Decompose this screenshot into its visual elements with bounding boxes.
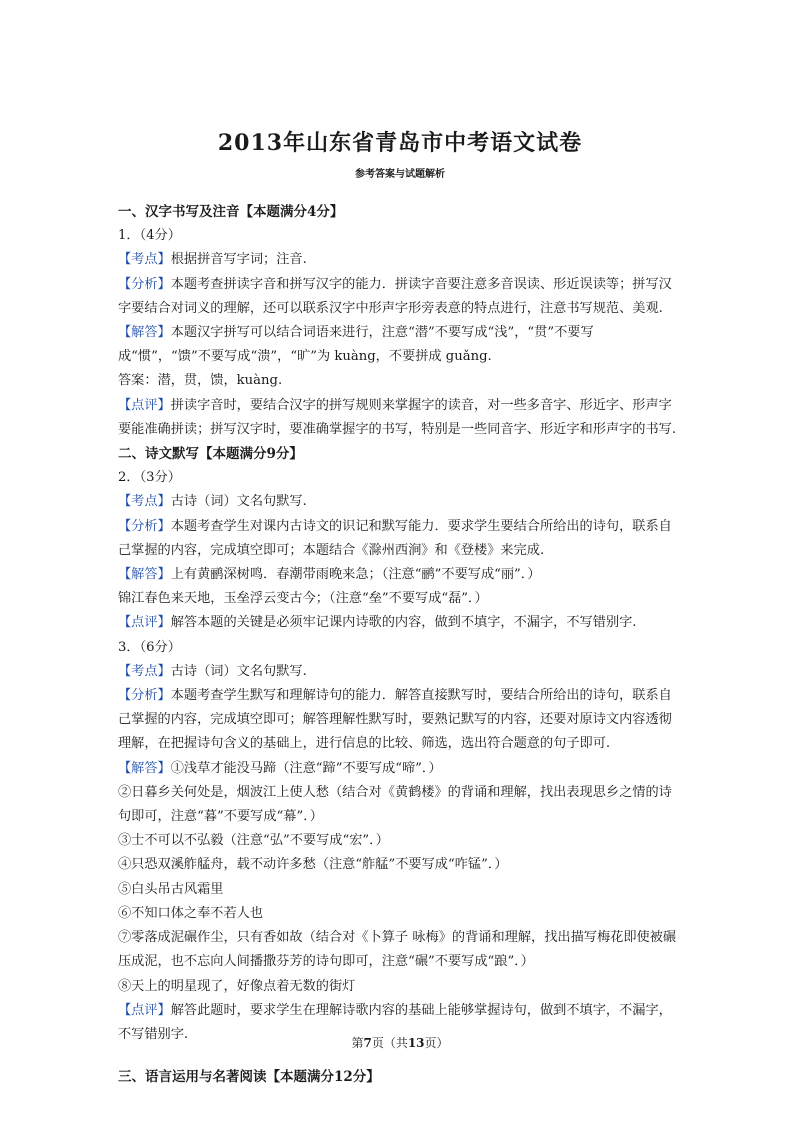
paragraph-text: ①浅草才能没马蹄（注意“蹄”不要写成“啼”．） <box>170 760 442 776</box>
paragraph <box>118 563 684 587</box>
document-subtitle: 参考答案与试题解析 <box>355 169 445 180</box>
paragraph <box>118 587 684 611</box>
paragraph <box>118 781 684 829</box>
paragraph-text: 古诗（词）文名句默写. <box>170 494 307 510</box>
section-tag-label: 【分析】 <box>118 276 171 292</box>
page-footer <box>0 1034 800 1051</box>
paragraph-text: 拼读字音时，要结合汉字的拼写规则来掌握字的读音，对一些多音字、形近字、形声字要能准确拼读；拼写汉字时，要准确掌握字的书写，特别是一些同音字、形近字和形声字的书写. <box>118 397 677 437</box>
paragraph <box>118 926 684 974</box>
paragraph-text: 2．（3分） <box>118 470 181 486</box>
section-tag-label: 【点评】 <box>118 1002 171 1018</box>
document-title: 2013年山东省青岛市中考语文试卷 <box>217 130 583 156</box>
footer-page-number: 7 <box>363 1036 372 1050</box>
paragraph-text: 上有黄鹂深树鸣．春潮带雨晚来急；（注意“鹂”不要写成“丽”．） <box>170 567 541 583</box>
footer-total-pages: 13 <box>407 1036 425 1050</box>
section-heading: 二、诗文默写【本题满分9分】 <box>118 446 303 463</box>
paragraph-text: ⑧天上的明星现了，好像点着无数的街灯 <box>118 978 356 994</box>
section-tag-label: 【考点】 <box>118 252 171 268</box>
paragraph-text: 解答本题的关键是必须牢记课内诗歌的内容，做到不填字，不漏字，不写错别字. <box>170 615 637 631</box>
paragraph-text: 锦江春色来天地，玉垒浮云变古今；（注意“垒”不要写成“磊”．） <box>118 591 488 607</box>
paragraph-text: 本题考查拼读字音和拼写汉字的能力．拼读字音要注意多音误读、形近误读等；拼写汉字要结合对词义的理解，还可以联系汉字中形声字形旁表意的特点进行，注意书写规范、美观. <box>118 276 672 316</box>
paragraph-text: 答案：潜，贯，馈，kuàng. <box>118 373 283 389</box>
paragraph-text: ④只恐双溪舴艋舟，载不动许多愁（注意“舴艋”不要写成“咋锰”．） <box>118 857 508 873</box>
paragraph <box>118 321 684 369</box>
paragraph <box>118 611 684 635</box>
section-tag-label: 【分析】 <box>118 688 171 704</box>
paragraph-text: 1．（4分） <box>118 228 181 244</box>
paragraph-text: 本题汉字拼写可以结合词语来进行，注意“潜”不要写成“浅”，“贯”不要写成“惯”，“馈”不要写成“溃”，“旷”为 kuàng，不要拼成 guǎng. <box>118 325 594 365</box>
footer-mid: 页（共 <box>371 1036 408 1050</box>
paragraph <box>118 369 684 393</box>
paragraph-text: 根据拼音写字词；注音. <box>170 252 307 268</box>
paragraph <box>118 853 684 877</box>
paragraph-text: 古诗（词）文名句默写. <box>170 663 307 679</box>
paragraph <box>118 829 684 853</box>
section-tag-label: 【考点】 <box>118 494 171 510</box>
document-body <box>118 200 684 1089</box>
section-tag-label: 【分析】 <box>118 518 171 534</box>
paragraph-text: ②日暮乡关何处是，烟波江上使人愁（结合对《黄鹤楼》的背诵和理解，找出表现思乡之情的诗句即可，注意“暮”不要写成“幕”．） <box>118 784 672 825</box>
section-heading: 一、汉字书写及注音【本题满分4分】 <box>118 204 344 220</box>
paragraph-text: ⑦零落成泥碾作尘，只有香如故（结合对《卜算子 咏梅》的背诵和理解，找出描写梅花即使被碾压成泥，也不忘向人间播撒芬芳的诗句即可，注意“碾”不要写成“踉”．） <box>118 930 677 970</box>
section-tag-label: 【解答】 <box>118 567 171 583</box>
section-heading: 三、语言运用与名著阅读【本题满分12分】 <box>118 1069 380 1086</box>
paragraph-text: 本题考查学生默写和理解诗句的能力．解答直接默写时，要结合所给出的诗句，联系自己掌握的内容，完成填空即可；解答理解性默写时，要熟记默写的内容，还要对原诗文内容透彻理解，在把握诗句含义的基础上，进行信息的比较、筛选，选出符合题意的句子即可. <box>118 688 672 752</box>
section-tag-label: 【考点】 <box>118 663 171 679</box>
footer-prefix: 第 <box>351 1036 364 1050</box>
section-tag-label: 【解答】 <box>118 325 171 341</box>
paragraph <box>118 394 684 442</box>
paragraph-text: 解答此题时，要求学生在理解诗歌内容的基础上能够掌握诗句，做到不填字，不漏字，不写错别字. <box>118 1002 672 1042</box>
paragraph <box>118 757 684 781</box>
section-tag-label: 【点评】 <box>118 615 171 631</box>
paragraph-text: 3．（6分） <box>118 639 181 655</box>
paragraph <box>118 490 684 514</box>
paragraph-text: 本题考查学生对课内古诗文的识记和默写能力．要求学生要结合所给出的诗句，联系自己掌握的内容，完成填空即可；本题结合《滁州西涧》和《登楼》来完成. <box>118 518 672 558</box>
paragraph-text: ③士不可以不弘毅（注意“弘”不要写成“宏”．） <box>118 833 389 849</box>
paragraph <box>118 248 684 272</box>
paragraph <box>118 660 684 684</box>
paragraph <box>118 636 684 660</box>
paragraph <box>118 878 684 902</box>
paragraph-text: ⑥不知口体之奉不若人也 <box>118 905 264 921</box>
section-tag-label: 【解答】 <box>118 760 171 776</box>
paragraph <box>118 975 684 999</box>
paragraph <box>118 902 684 926</box>
paragraph-text: ⑤白头吊古风霜里 <box>118 881 224 897</box>
paragraph <box>118 684 684 757</box>
paragraph <box>118 273 684 321</box>
paragraph <box>118 466 684 490</box>
section-tag-label: 【点评】 <box>118 397 171 413</box>
footer-suffix: 页） <box>424 1036 449 1050</box>
paragraph <box>118 224 684 248</box>
paragraph <box>118 515 684 563</box>
